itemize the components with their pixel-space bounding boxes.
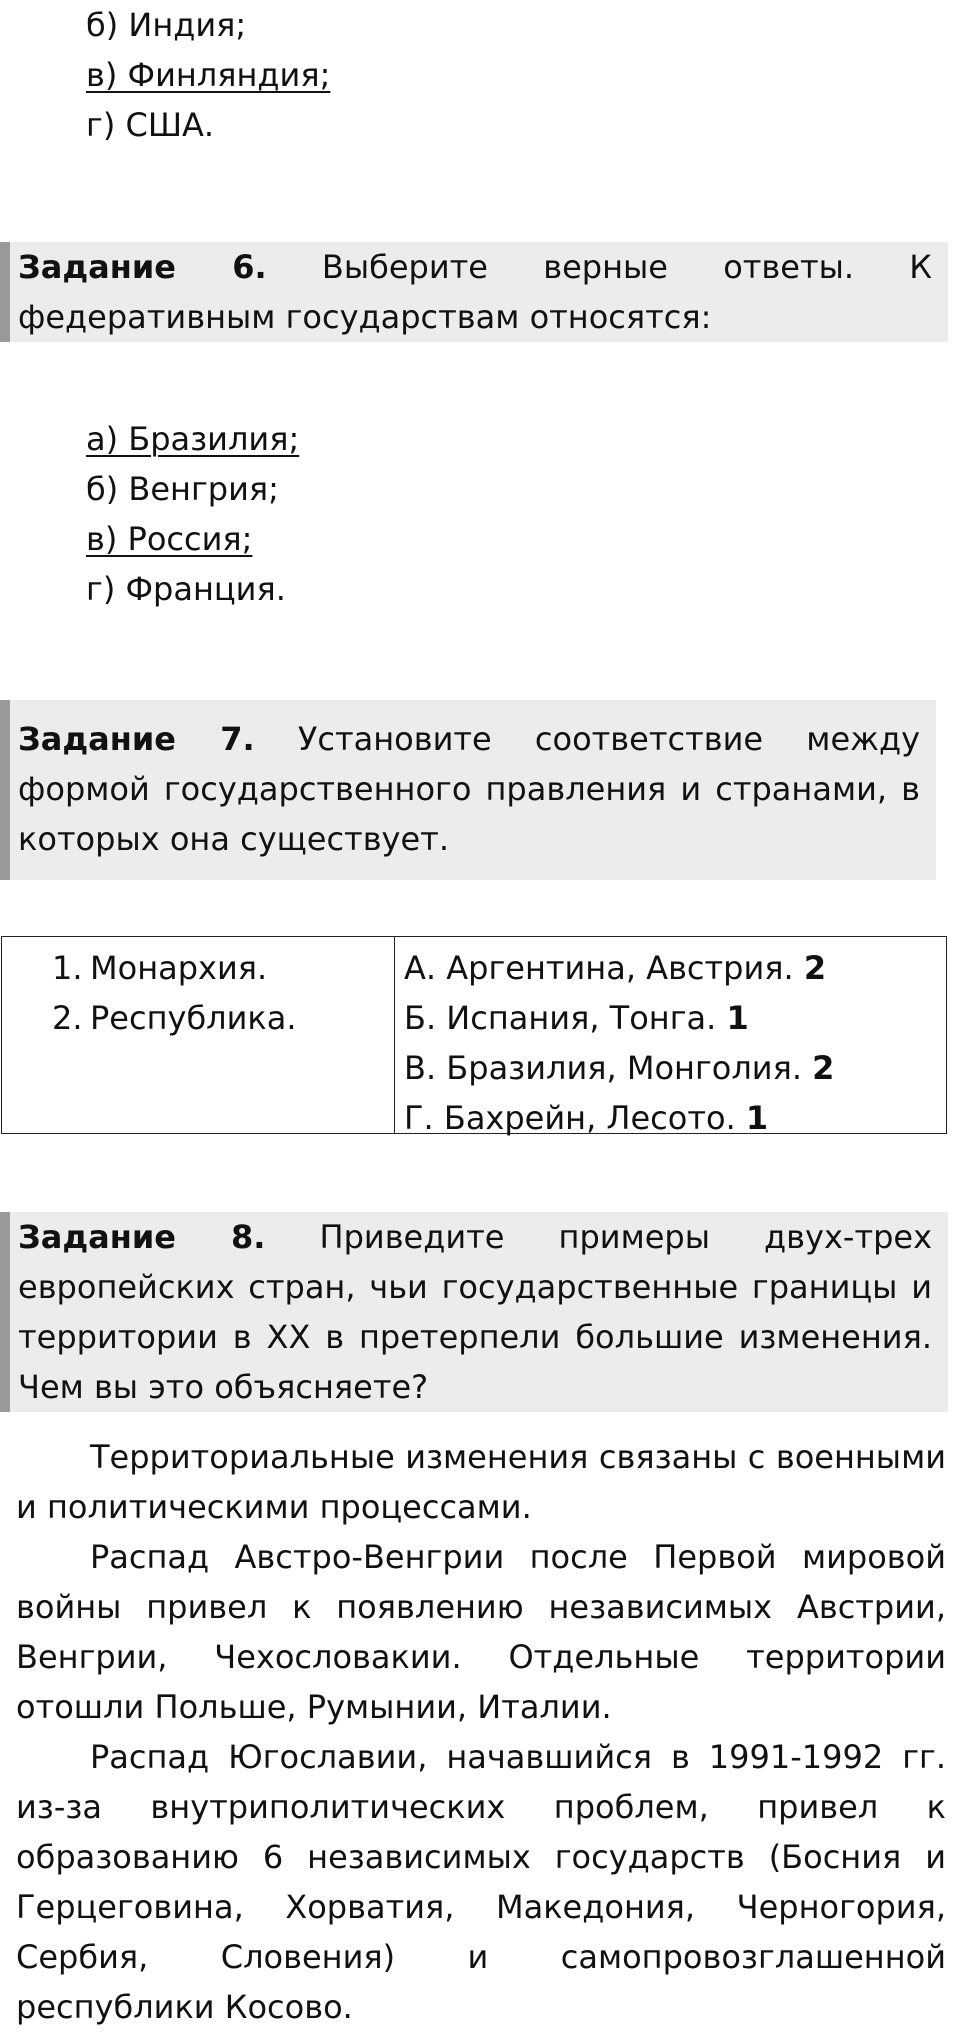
answer-digit: 2 [812,1049,835,1087]
answer-digit: 2 [803,949,827,987]
task8-label: Задание 8. [18,1218,266,1256]
task7-text: Установите соответствие между формой государственного правления и странами, в которых она существует. [18,720,921,858]
country-row: Б. Испания, Тонга. 1 [404,999,749,1037]
table-divider [394,937,395,1133]
task6-header [0,242,948,342]
answer-digit: 1 [726,999,749,1037]
task6-option-g: г) Франция. [86,570,286,608]
task8-text: Приведите примеры двух-трех европейских стран, чьи государственные границы и территории в XX в претерпели большие изменения. Чем вы это объясняете? [18,1218,933,1406]
task6-option-b: б) Венгрия; [86,470,279,508]
task6-label: Задание 6. [18,248,267,286]
task8-answer [16,1432,946,2032]
forms-column [52,943,297,1043]
answer-paragraph: Распад Югославии, начавшийся в 1991-1992 гг. из-за внутриполитических проблем, привел к образованию 6 независимых государств (Босния и Герцеговина, Хорватия, Македония, Черногория, Сербия, Словения) и самопровозглашенной республики Косово. [16,1738,946,2026]
answer-paragraph: Распад Австро-Венгрии после Первой мировой войны привел к появлению независимых Австрии, Венгрии, Чехословакии. Отдельные территории отошли Польше, Румынии, Италии. [16,1538,946,1726]
task7-header [0,700,936,880]
form-row: 2. Республика. [52,999,297,1037]
country-row: В. Бразилия, Монголия. 2 [404,1049,835,1087]
country-row: А. Аргентина, Австрия. 2 [404,949,827,987]
answer-digit: 1 [745,1099,769,1137]
task7-label: Задание 7. [18,720,255,758]
task6-option-a: а) Бразилия; [86,420,300,458]
country-row: Г. Бахрейн, Лесото. 1 [404,1099,769,1137]
task6-text: Выберите верные ответы. К федеративным государствам относятся: [18,248,933,336]
task8-header [0,1212,948,1412]
matching-table [1,936,947,1137]
form-row: 1. Монархия. [52,949,268,987]
prev-option-b: б) Индия; [86,6,247,44]
prev-option-g: г) США. [86,106,215,144]
countries-column [404,943,834,1143]
answer-paragraph: Территориальные изменения связаны с военными и политическими процессами. [16,1438,946,1526]
prev-option-v: в) Финляндия; [86,56,331,94]
task6-option-v: в) Россия; [86,520,253,558]
